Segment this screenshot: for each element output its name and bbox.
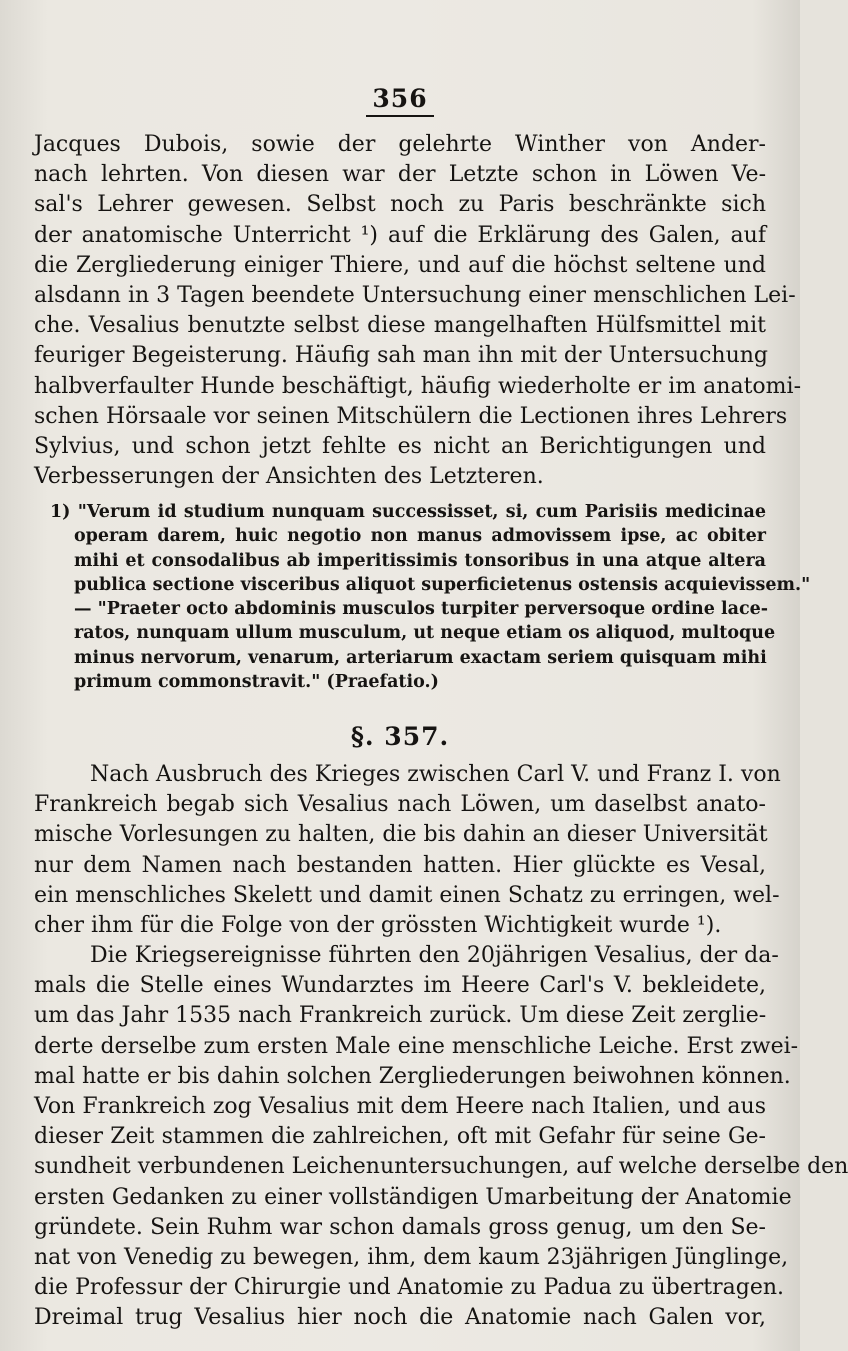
text-line: Dreimal trug Vesalius hier noch die Anatomie nach Galen vor, (34, 1305, 766, 1331)
text-line: halbverfaulter Hunde beschäftigt, häufig wiederholte er im anatomi- (34, 373, 802, 399)
page-number: 356 (0, 84, 800, 117)
text-line: feuriger Begeisterung. Häufig sah man ihn mit der Untersuchung (34, 343, 768, 369)
text-line: sal's Lehrer gewesen. Selbst noch zu Paris beschränkte sich (34, 192, 766, 218)
text-line: ein menschliches Skelett und damit einen Schatz zu erringen, wel- (34, 882, 780, 908)
text-line: dieser Zeit stammen die zahlreichen, oft mit Gefahr für seine Ge- (34, 1124, 766, 1150)
text-line: mische Vorlesungen zu halten, die bis dahin an dieser Universität (34, 822, 768, 848)
footnote-line: ratos, nunquam ullum musculum, ut neque etiam os aliquod, multoque (74, 623, 776, 644)
text-line: Die Kriegsereignisse führten den 20jährigen Vesalius, der da- (90, 943, 779, 968)
text-line: mals die Stelle eines Wundarztes im Heere Carl's V. bekleidete, (34, 973, 766, 999)
text-line: Sylvius, und schon jetzt fehlte es nicht an Berichtigungen und (34, 433, 766, 459)
footnote-line: publica sectione visceribus aliquot superficietenus ostensis acquievissem." (74, 574, 811, 595)
paragraph-2 (34, 941, 848, 1333)
text-line: gründete. Sein Ruhm war schon damals gross genug, um den Se- (34, 1214, 766, 1240)
text-line: nach lehrten. Von diesen war der Letzte schon in Löwen Ve- (34, 162, 766, 188)
footnote-line: mihi et consodalibus ab imperitissimis tonsoribus in una atque altera (74, 550, 766, 571)
paragraph-top (34, 130, 802, 492)
text-line: Jacques Dubois, sowie der gelehrte Winther von Ander- (34, 132, 766, 157)
text-line: Nach Ausbruch des Krieges zwischen Carl V. und Franz I. von (90, 762, 781, 787)
text-line: alsdann in 3 Tagen beendete Untersuchung einer menschlichen Lei- (34, 282, 796, 308)
text-line: der anatomische Unterricht ¹) auf die Erklärung des Galen, auf (34, 222, 766, 248)
text-line: schen Hörsaale vor seinen Mitschülern die Lectionen ihres Lehrers (34, 403, 788, 429)
text-line: cher ihm für die Folge von der grössten Wichtigkeit wurde ¹). (34, 912, 722, 938)
footnote (34, 500, 811, 694)
footnote-line: minus nervorum, venarum, arteriarum exactam seriem quisquam mihi (74, 647, 767, 668)
text-line: che. Vesalius benutzte selbst diese mangelhaften Hülfsmittel mit (34, 313, 766, 339)
text-line: die Professur der Chirurgie und Anatomie zu Padua zu übertragen. (34, 1275, 785, 1301)
text-line: nat von Venedig zu bewegen, ihm, dem kaum 23jährigen Jünglinge, (34, 1244, 789, 1270)
text-line: Von Frankreich zog Vesalius mit dem Heere nach Italien, und aus (34, 1093, 766, 1119)
text-line: sundheit verbundenen Leichenuntersuchungen, auf welche derselbe den (34, 1154, 848, 1180)
text-line: die Zergliederung einiger Thiere, und auf die höchst seltene und (34, 252, 766, 278)
text-line: mal hatte er bis dahin solchen Zergliederungen beiwohnen können. (34, 1063, 791, 1089)
text-line: nur dem Namen nach bestanden hatten. Hier glückte es Vesal, (34, 852, 766, 878)
footnote-line: operam darem, huic negotio non manus admovissem ipse, ac obiter (74, 526, 766, 547)
paragraph-1 (34, 760, 781, 941)
section-heading: §. 357. (350, 722, 450, 751)
text-line: um das Jahr 1535 nach Frankreich zurück. Um diese Zeit zerglie- (34, 1003, 767, 1029)
text-line: Frankreich begab sich Vesalius nach Löwen, um daselbst anato- (34, 792, 766, 818)
text-line: ersten Gedanken zu einer vollständigen Umarbeitung der Anatomie (34, 1184, 792, 1210)
text-line: Verbesserungen der Ansichten des Letzteren. (34, 464, 544, 490)
footnote-line: — "Praeter octo abdominis musculos turpiter perversoque ordine lace- (74, 599, 769, 620)
footnote-line: 1) "Verum id studium nunquam successisset, si, cum Parisiis medicinae (50, 502, 766, 522)
footnote-line: primum commonstravit." (Praefatio.) (74, 672, 439, 693)
text-line: derte derselbe zum ersten Male eine menschliche Leiche. Erst zwei- (34, 1033, 799, 1059)
